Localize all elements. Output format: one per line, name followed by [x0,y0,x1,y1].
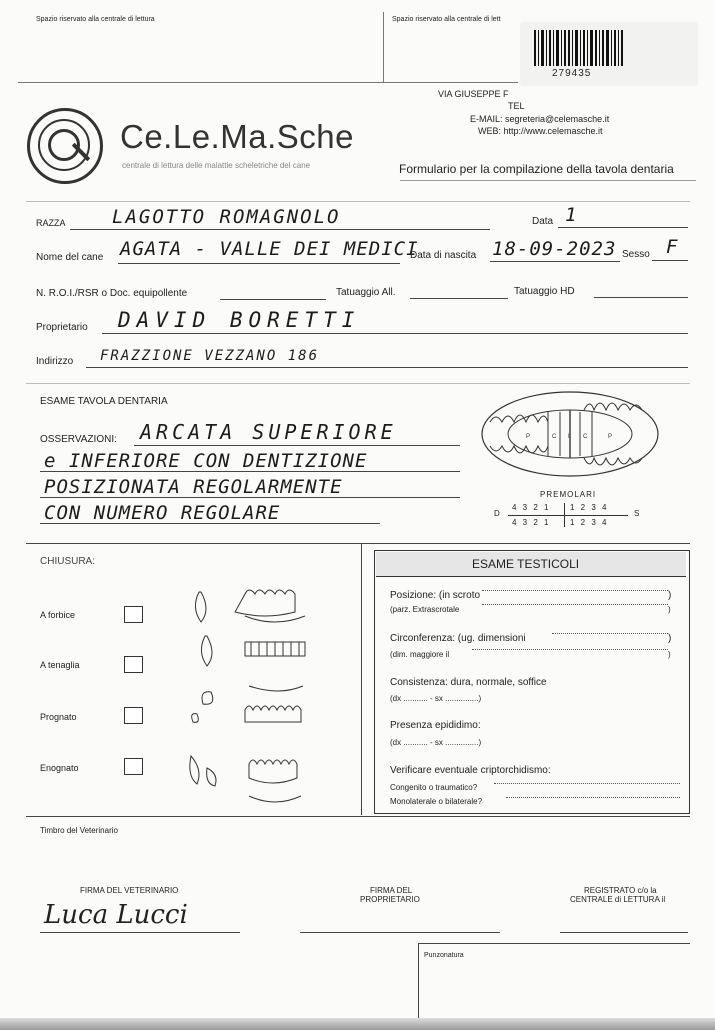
chiusura-item-prognato: Prognato [40,712,77,722]
chiusura-item-enognato: Enognato [40,763,79,773]
chiusura-item-forbice: A forbice [40,610,76,620]
logo-tagline: centrale di lettura delle malattie scheletriche del cane [122,161,311,170]
d-label: D [494,509,500,518]
razza-value: LAGOTTO ROMAGNOLO [112,206,341,228]
oss-line-1: ARCATA SUPERIORE [140,420,397,444]
oss-line-2: e INFERIORE CON DENTIZIONE [44,450,368,472]
razza-label: RAZZA [36,218,66,228]
checkbox-prognato[interactable] [124,707,143,724]
mouth-label-c-left: C [552,434,557,440]
registrato-label-1: REGISTRATO c/o la [584,886,657,895]
address-line: VIA GIUSEPPE F [438,89,509,99]
cripto-label: Verificare eventuale criptorchidismo: [390,765,551,776]
logo-name: Ce.Le.Ma.Sche [120,118,354,155]
firma-vet-label: FIRMA DEL VETERINARIO [80,886,179,895]
consistenza-label: Consistenza: dura, normale, soffice [390,677,547,688]
proprietario-label: Proprietario [36,322,88,333]
bite-illustrations [185,582,315,814]
nascita-label: Data di nascita [410,250,477,261]
testicoli-title: ESAME TESTICOLI [472,557,580,571]
web-line: WEB: http://www.celemasche.it [478,126,603,136]
nascita-value: 18-09-2023 [492,238,617,260]
bottom-edge [0,1018,715,1030]
consistenza-sub: (dx ........... - sx ...............) [390,694,482,703]
checkbox-forbice[interactable] [124,606,143,623]
chiusura-title: CHIUSURA: [40,556,96,567]
reserved-divider [383,12,384,82]
barcode-icon [534,30,624,66]
mouth-label-c-right: C [583,434,588,440]
barcode-sticker [520,22,698,86]
epididimo-sub: (dx ........... - sx ...............) [390,738,482,747]
cripto-q2: Monolaterale o bilaterale? [390,797,483,806]
premolari-label: PREMOLARI [540,490,597,499]
roi-label: N. R.O.I./RSR o Doc. equipollente [36,288,188,299]
tel-line: TEL [508,101,525,111]
osservazioni-label: OSSERVAZIONI: [40,434,117,445]
upper-left-numbers: 4 3 2 1 [512,503,551,512]
tatuaggio-all-label: Tatuaggio All. [336,287,396,298]
tatuaggio-hd-label: Tatuaggio HD [514,286,575,297]
separator [26,201,690,202]
checkbox-tenaglia[interactable] [124,656,143,673]
email-line: E-MAIL: segreteria@celemasche.it [470,114,610,124]
timbro-label: Timbro del Veterinario [40,826,118,835]
punzonatura-label: Punzonatura [424,952,464,959]
data-label: Data [532,216,554,227]
s-label: S [634,509,640,518]
reserved-right-label: Spazio riservato alla centrale di lett [392,16,501,23]
reserved-left-label: Spazio riservato alla centrale di lettura [36,16,155,23]
mouth-label-i: I [568,434,570,440]
posizione-label: Posizione: (in scroto [390,590,481,601]
posizione-sub: (parz. Extrascrotale [390,605,460,614]
sesso-label: Sesso [622,249,650,260]
mouth-label-p-right: P [608,434,613,440]
mouth-label-p-left: P [526,434,531,440]
nome-value: AGATA - VALLE DEI MEDICI [120,238,419,260]
indirizzo-value: FRAZZIONE VEZZANO 186 [100,348,320,364]
sesso-value: F [666,236,680,258]
registrato-label-2: CENTRALE di LETTURA il [570,895,666,904]
dental-chart-diagram [476,382,664,488]
data-value: 1 [565,204,579,226]
proprietario-value: DAVID BORETTI [118,308,361,332]
firma-prop-label-2: PROPRIETARIO [360,895,420,904]
lower-right-numbers: 1 2 3 4 [570,518,609,527]
oss-line-3: POSIZIONATA REGOLARMENTE [44,476,343,498]
oss-line-4: CON NUMERO REGOLARE [44,502,281,524]
vet-signature: Luca Lucci [44,900,188,930]
nome-label: Nome del cane [36,252,104,263]
document-page: Spazio riservato alla centrale di lettura Spazio riservato alla centrale di lett 279435 VIA GIUSEPPE F TEL E-MAIL: segreteria@celemasche.it WEB: http://www.celemasche.it Ce.Le.Ma.Sche centrale di lettura delle malattie scheletriche del cane Formulario per la compilazione della tavola dentaria RAZZA LAGOTTO ROMAGNOLO Data 1 Nome del cane AGATA - VALLE DEI MEDICI Data di nascita 18-09-2023 Sesso F N. R.O.I./RSR o Doc. equipollente Tatuaggio All. Tatuaggio HD Proprietario DAVID BORETTI Indirizzo FRAZZIONE VEZZANO 186 ESAME TAVOLA DENTARIA OSSERVAZIONI: ARCATA SUPERIORE e INFERIORE CON DENTIZIONE POSIZIONATA REGOLARMENTE CON NUMERO REGOLARE P C I C P PREMOLARI D S 4 3 2 1 1 2 3 4 4 3 2 1 1 2 3 4 CHIUSURA: A forbice A tenaglia Prognato Enognato ESAME TESTICOLI Posizione: (in scroto ) (parz. Extrascrotale ) Circonferenza: (ug. dimensioni ) (dim. maggiore il ) Consistenza: dura, normale, soffice (dx ........... - sx ...............) Presenza epididimo: (dx ........... - sx ...............) Verificare eventuale criptorchidismo: Congenito o traumatico? Monolaterale o bilaterale? Timbro del Veterinario FIRMA DEL VETERINARIO Luca Lucci FIRMA DEL PROPRIETARIO REGISTRATO c/o la CENTRALE di LETTURA il Punzonatura [0,0,715,1030]
cripto-q1: Congenito o traumatico? [390,783,478,792]
upper-right-numbers: 1 2 3 4 [570,503,609,512]
indirizzo-label: Indirizzo [36,356,74,367]
firma-prop-label-1: FIRMA DEL [370,886,413,895]
barcode-number: 279435 [552,68,592,79]
epididimo-label: Presenza epididimo: [390,720,481,731]
esame-title: ESAME TAVOLA DENTARIA [40,396,168,407]
form-title: Formulario per la compilazione della tavola dentaria [399,162,674,176]
checkbox-enognato[interactable] [124,758,143,775]
lower-left-numbers: 4 3 2 1 [512,518,551,527]
reserved-bottom-line [18,82,518,83]
circonferenza-label: Circonferenza: (ug. dimensioni [390,633,526,644]
chiusura-item-tenaglia: A tenaglia [40,660,80,670]
circonferenza-sub: (dim. maggiore il [390,650,450,659]
